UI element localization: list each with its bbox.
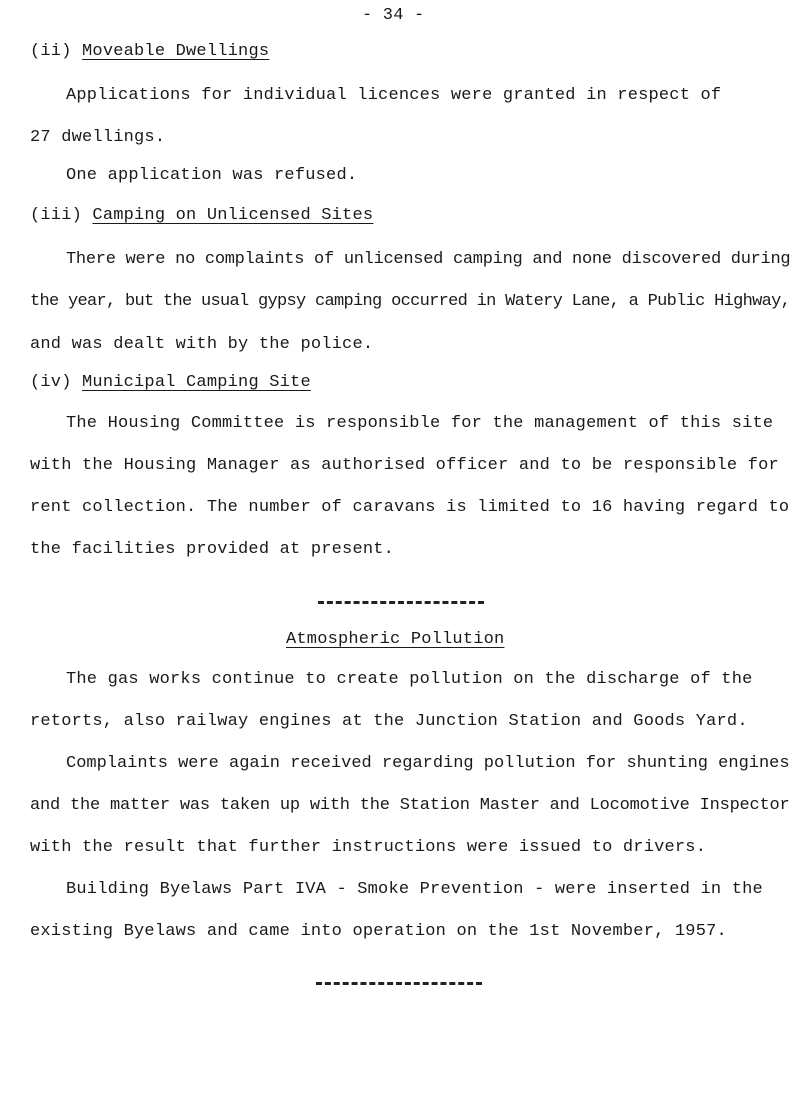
section-iii-label: (iii) (30, 206, 83, 225)
atmospheric-para-2-line-2: and the matter was taken up with the Station Master and Locomotive Inspector (30, 796, 790, 815)
section-ii-para-1-line-1: Applications for individual licences were granted in respect of (66, 86, 722, 105)
section-iii-line-2: the year, but the usual gypsy camping occurred in Watery Lane, a Public Highway, (30, 292, 791, 311)
section-iii-line-3: and was dealt with by the police. (30, 335, 374, 354)
atmospheric-heading: Atmospheric Pollution (286, 630, 505, 649)
atmospheric-para-1-line-2: retorts, also railway engines at the Junction Station and Goods Yard. (30, 712, 748, 731)
atmospheric-para-3-line-2: existing Byelaws and came into operation on the 1st November, 1957. (30, 922, 727, 941)
section-iv-line-3: rent collection. The number of caravans is limited to 16 having regard to (30, 498, 790, 517)
section-divider-end (316, 982, 482, 985)
page-number: - 34 - (362, 6, 425, 25)
atmospheric-para-3-line-1: Building Byelaws Part IVA - Smoke Prevention - were inserted in the (66, 880, 763, 899)
section-iv-heading-line (30, 373, 311, 392)
section-ii-heading: Moveable Dwellings (82, 42, 270, 61)
atmospheric-para-2-line-3: with the result that further instructions were issued to drivers. (30, 838, 707, 857)
section-iv-line-1: The Housing Committee is responsible for the management of this site (66, 414, 774, 433)
section-ii-label: (ii) (30, 42, 72, 61)
section-iv-line-2: with the Housing Manager as authorised officer and to be responsible for (30, 456, 779, 475)
section-ii-para-2: One application was refused. (66, 166, 358, 185)
section-divider (318, 601, 484, 604)
section-iv-heading: Municipal Camping Site (82, 373, 311, 392)
atmospheric-para-2-line-1: Complaints were again received regarding pollution for shunting engines (66, 754, 790, 773)
section-iii-line-1: There were no complaints of unlicensed camping and none discovered during (66, 250, 791, 269)
atmospheric-para-1-line-1: The gas works continue to create pollution on the discharge of the (66, 670, 753, 689)
section-iii-heading-line (30, 206, 373, 225)
section-iii-heading: Camping on Unlicensed Sites (92, 206, 374, 225)
section-iv-line-4: the facilities provided at present. (30, 540, 395, 559)
section-ii-para-1-line-2: 27 dwellings. (30, 128, 166, 147)
section-iv-label: (iv) (30, 373, 72, 392)
section-ii-heading-line (30, 42, 269, 61)
